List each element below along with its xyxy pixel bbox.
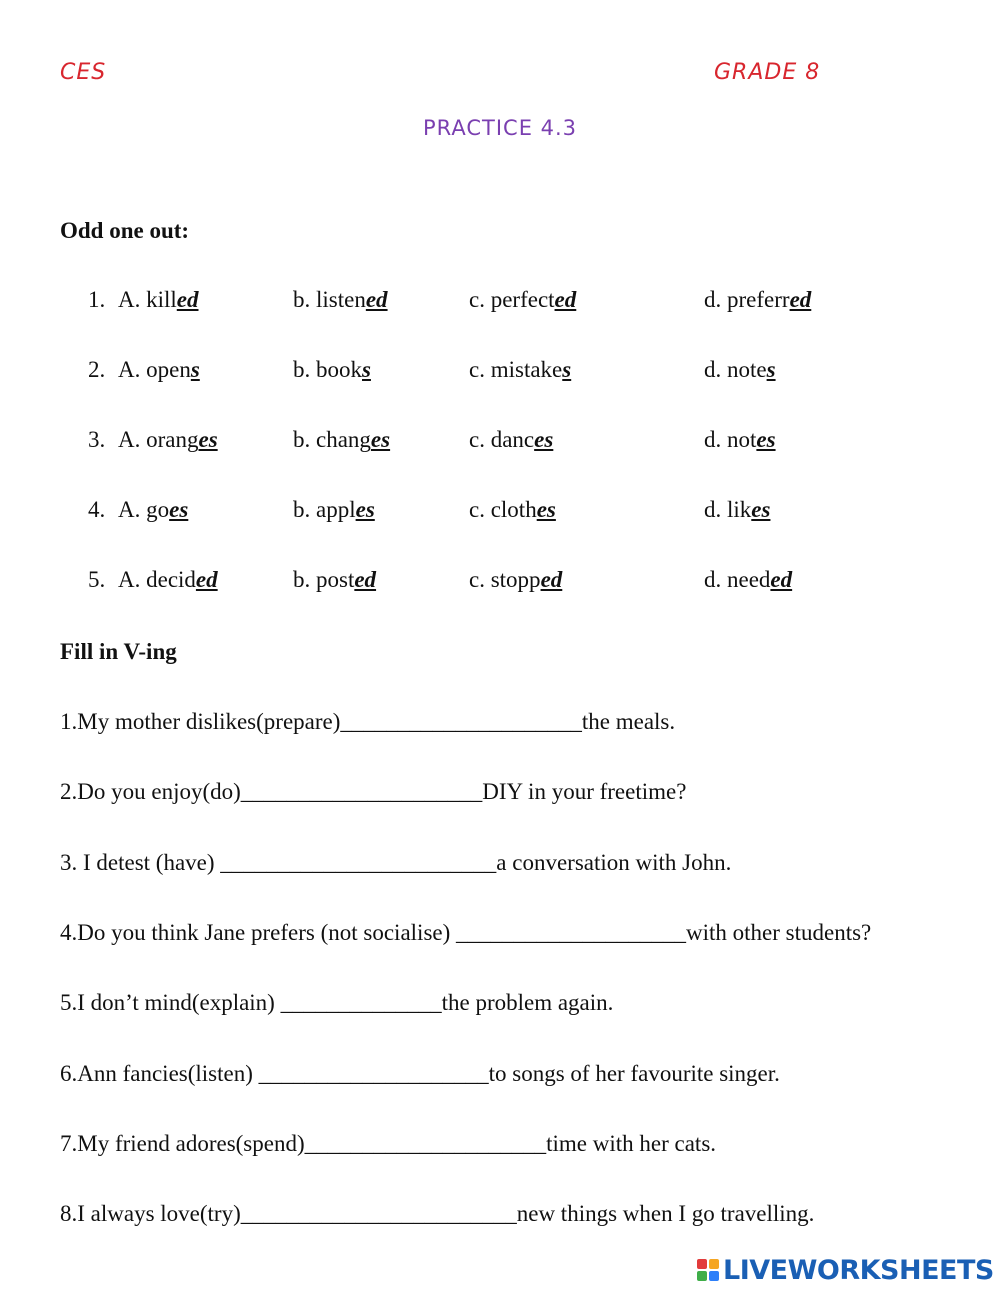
option-suffix: ed (554, 287, 577, 312)
option-suffix: s (190, 357, 200, 382)
grade-label: GRADE 8 (714, 60, 821, 85)
option-stem: b. book (293, 357, 362, 382)
option-stem: d. lik (704, 497, 752, 522)
option-stem: b. chang (293, 427, 371, 452)
option-suffix: ed (540, 567, 563, 592)
question-number: 2. (88, 357, 106, 382)
question-number: 1. (88, 287, 106, 312)
fill-in-item: 7.My friend adores(spend)_____________________time with her cats. (60, 1130, 717, 1156)
option-suffix: es (169, 497, 189, 522)
liveworksheets-logo (697, 1255, 994, 1285)
option-stem: A. decid (118, 567, 196, 592)
option-d (704, 497, 770, 523)
question-number: 3. (88, 427, 106, 452)
option-stem: c. perfect (469, 287, 555, 312)
option-suffix: s (362, 357, 371, 382)
fill-in-item: 2.Do you enjoy(do)_____________________DIY in your freetime? (60, 779, 687, 805)
option-suffix: es (370, 427, 391, 452)
option-stem: A. go (118, 497, 170, 522)
option-b (293, 567, 376, 593)
option-suffix: es (536, 497, 556, 522)
option-suffix: ed (195, 567, 218, 592)
option-stem: d. not (704, 427, 757, 452)
logo-grid-icon (697, 1259, 719, 1281)
fill-in-item: 4.Do you think Jane prefers (not socialise) ____________________with other students? (60, 919, 872, 945)
question-row (0, 497, 1000, 537)
option-d (704, 567, 792, 593)
option-c (469, 567, 562, 593)
option-a (118, 427, 218, 453)
option-d (704, 427, 776, 453)
option-c (469, 427, 553, 453)
option-stem: A. orang (118, 427, 199, 452)
option-suffix: ed (354, 567, 377, 592)
option-a (118, 287, 199, 313)
fill-in-item: 3. I detest (have) ________________________a conversation with John. (60, 849, 732, 875)
option-stem: A. kill (118, 287, 177, 312)
option-b (293, 427, 390, 453)
fill-in-item: 6.Ann fancies(listen) ____________________to songs of her favourite singer. (60, 1060, 780, 1086)
option-c (469, 287, 576, 313)
option-b (293, 497, 375, 523)
option-suffix: es (198, 427, 218, 452)
option-d (704, 287, 811, 313)
option-suffix: s (562, 357, 572, 382)
school-name: CES (60, 60, 107, 85)
odd-one-out-heading: Odd one out: (60, 218, 190, 243)
option-b (293, 287, 388, 313)
option-stem: d. note (704, 357, 767, 382)
option-suffix: es (355, 497, 375, 522)
option-suffix: es (534, 427, 554, 452)
question-row (0, 567, 1000, 607)
option-suffix: es (751, 497, 771, 522)
option-stem: b. listen (293, 287, 366, 312)
fill-in-heading: Fill in V-ing (60, 639, 177, 664)
option-stem: A. open (118, 357, 191, 382)
option-stem: c. stopp (469, 567, 541, 592)
option-a (118, 567, 218, 593)
option-stem: c. cloth (469, 497, 537, 522)
option-stem: d. preferr (704, 287, 790, 312)
option-c (469, 497, 556, 523)
option-d (704, 357, 776, 383)
option-a (118, 497, 188, 523)
fill-in-item: 8.I always love(try)________________________new things when I go travelling. (60, 1201, 815, 1227)
option-suffix: es (756, 427, 776, 452)
option-suffix: ed (176, 287, 199, 312)
question-number: 4. (88, 497, 106, 522)
option-stem: c. danc (469, 427, 535, 452)
option-b (293, 357, 371, 383)
question-row (0, 357, 1000, 397)
option-c (469, 357, 571, 383)
question-number: 5. (88, 567, 106, 592)
fill-in-item: 5.I don’t mind(explain) ______________the problem again. (60, 990, 614, 1016)
fill-in-item: 1.My mother dislikes(prepare)_____________________the meals. (60, 709, 676, 734)
option-stem: b. post (293, 567, 355, 592)
question-row (0, 287, 1000, 327)
option-stem: d. need (704, 567, 771, 592)
option-suffix: ed (789, 287, 812, 312)
option-suffix: ed (365, 287, 388, 312)
option-suffix: ed (770, 567, 793, 592)
option-suffix: s (766, 357, 776, 382)
option-a (118, 357, 200, 383)
question-row (0, 427, 1000, 467)
option-stem: b. appl (293, 497, 356, 522)
logo-text: LIVEWORKSHEETS (723, 1254, 994, 1286)
option-stem: c. mistake (469, 357, 563, 382)
page-title: PRACTICE 4.3 (422, 116, 578, 140)
